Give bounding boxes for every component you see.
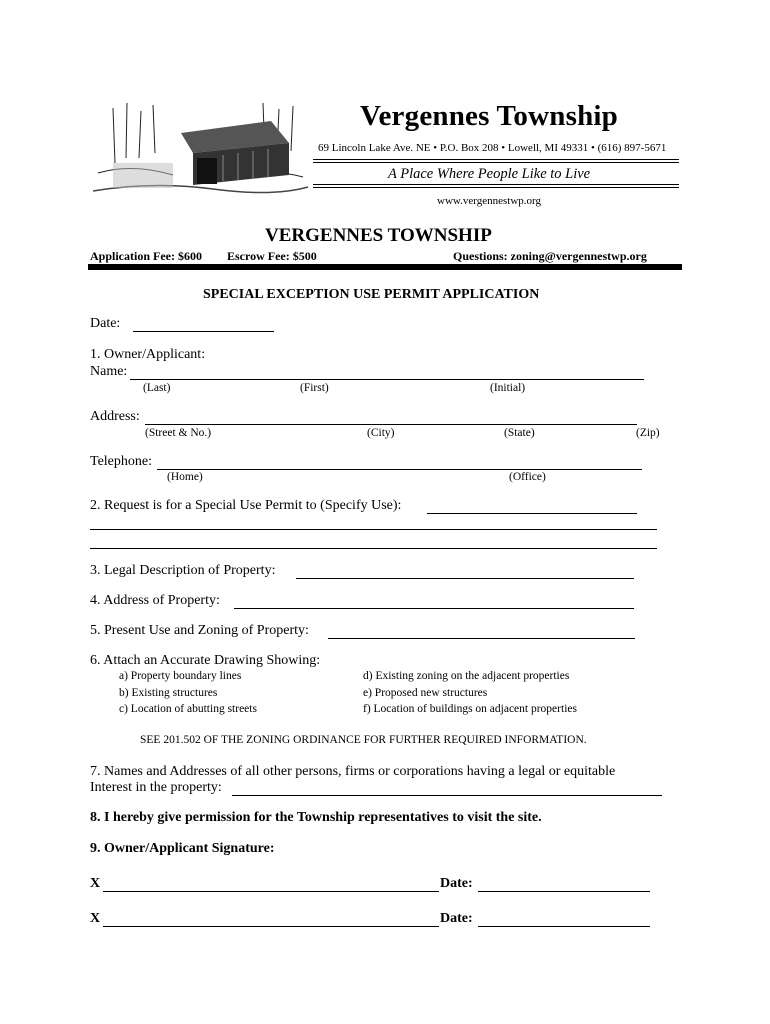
- escrow-fee: Escrow Fee: $500: [227, 249, 317, 263]
- address-city-caption: (City): [367, 427, 395, 439]
- q5-label: 5. Present Use and Zoning of Property:: [90, 623, 309, 638]
- q2-field-line-3[interactable]: [90, 548, 657, 549]
- owner-heading: 1. Owner/Applicant:: [90, 347, 206, 362]
- form-title: SPECIAL EXCEPTION USE PERMIT APPLICATION: [203, 287, 540, 302]
- covered-bridge-logo: [93, 103, 308, 201]
- name-initial-caption: (Initial): [490, 382, 526, 394]
- address-label: Address:: [90, 409, 140, 424]
- form-header-title: VERGENNES TOWNSHIP: [265, 225, 492, 246]
- q7-field[interactable]: [232, 795, 662, 796]
- name-field[interactable]: [130, 379, 644, 380]
- zoning-ordinance-note: SEE 201.502 OF THE ZONING ORDINANCE FOR FURTHER REQUIRED INFORMATION.: [140, 734, 587, 746]
- township-tagline: A Place Where People Like to Live: [388, 166, 591, 182]
- telephone-office-caption: (Office): [509, 471, 546, 483]
- signature-date-label-1: Date:: [440, 876, 473, 891]
- q9-signature-heading: 9. Owner/Applicant Signature:: [90, 841, 275, 856]
- address-state-caption: (State): [504, 427, 535, 439]
- telephone-home-caption: (Home): [167, 471, 203, 483]
- telephone-label: Telephone:: [90, 454, 152, 469]
- q6-item-f: f) Location of buildings on adjacent properties: [363, 703, 577, 715]
- address-zip-caption: (Zip): [636, 427, 660, 439]
- signature-field-1[interactable]: [103, 891, 439, 892]
- signature-x-1: X: [90, 876, 101, 891]
- q6-item-b: b) Existing structures: [119, 687, 218, 699]
- date-field[interactable]: [133, 331, 274, 332]
- q6-item-c: c) Location of abutting streets: [119, 703, 257, 715]
- name-last-caption: (Last): [143, 382, 171, 394]
- signature-date-label-2: Date:: [440, 911, 473, 926]
- q2-field[interactable]: [427, 513, 637, 514]
- township-address: 69 Lincoln Lake Ave. NE • P.O. Box 208 • Lowell, MI 49331 • (616) 897-5671: [318, 142, 667, 154]
- signature-date-field-2[interactable]: [478, 926, 650, 927]
- name-first-caption: (First): [300, 382, 329, 394]
- q3-label: 3. Legal Description of Property:: [90, 563, 276, 578]
- signature-field-2[interactable]: [103, 926, 439, 927]
- q5-field[interactable]: [328, 638, 635, 639]
- q2-label: 2. Request is for a Special Use Permit to (Specify Use):: [90, 498, 402, 513]
- questions-contact: Questions: zoning@vergennestwp.org: [453, 249, 647, 263]
- name-label: Name:: [90, 364, 128, 379]
- address-field[interactable]: [145, 424, 637, 425]
- date-label: Date:: [90, 316, 121, 331]
- address-street-caption: (Street & No.): [145, 427, 212, 439]
- q6-label: 6. Attach an Accurate Drawing Showing:: [90, 653, 321, 668]
- q6-item-a: a) Property boundary lines: [119, 670, 242, 682]
- q7-label-line-1: 7. Names and Addresses of all other persons, firms or corporations having a legal or equitable: [90, 764, 616, 779]
- q2-field-line-2[interactable]: [90, 529, 657, 530]
- telephone-field[interactable]: [157, 469, 642, 470]
- divider-bottom-2: [313, 187, 679, 188]
- signature-x-2: X: [90, 911, 101, 926]
- q3-field[interactable]: [296, 578, 634, 579]
- divider-top: [313, 159, 679, 160]
- q6-item-e: e) Proposed new structures: [363, 687, 488, 699]
- q7-label-line-2: Interest in the property:: [90, 780, 222, 795]
- q4-label: 4. Address of Property:: [90, 593, 220, 608]
- q4-field[interactable]: [234, 608, 634, 609]
- divider-bottom: [313, 184, 679, 185]
- township-website: www.vergennestwp.org: [437, 195, 541, 207]
- header-rule: [88, 264, 682, 270]
- application-fee: Application Fee: $600: [90, 249, 202, 263]
- township-name: Vergennes Township: [360, 100, 618, 132]
- q8-permission: 8. I hereby give permission for the Township representatives to visit the site.: [90, 810, 542, 825]
- divider-top-2: [313, 162, 679, 163]
- q6-item-d: d) Existing zoning on the adjacent properties: [363, 670, 570, 682]
- signature-date-field-1[interactable]: [478, 891, 650, 892]
